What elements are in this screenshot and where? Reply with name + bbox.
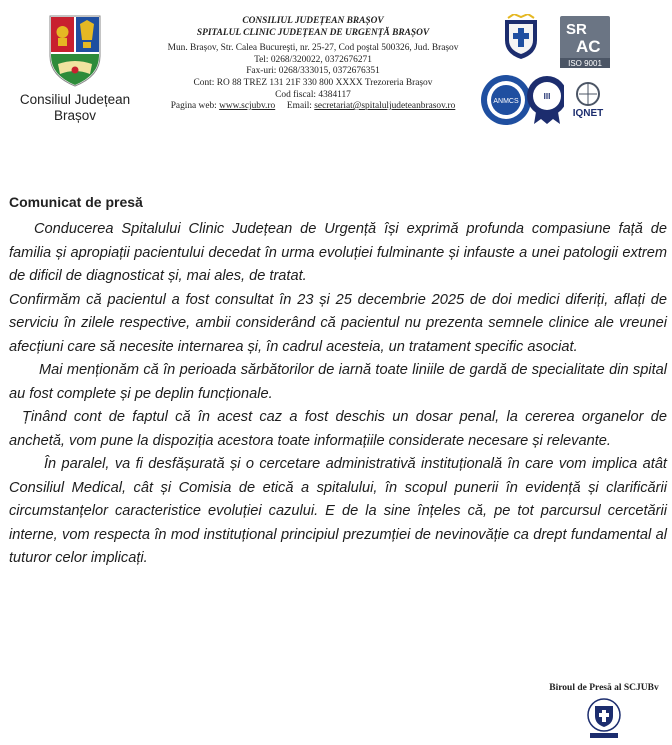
paragraph-1: Conducerea Spitalului Clinic Județean de Urgență își exprimă profunda compasiune față de familia și apropiații pacientului decedat în urma evoluției fulminante și infauste a unei patologii extrem de dificil de diagnosticat și, mai ales, de tratat. — [9, 221, 667, 284]
iso-text: ISO 9001 — [568, 59, 602, 68]
signature-block — [540, 683, 668, 741]
contact-info — [140, 16, 486, 113]
hospital-heading: SPITALUL CLINIC JUDEȚEAN DE URGENȚĂ BRAȘOV — [196, 27, 430, 38]
document-title: Comunicat de presă — [9, 194, 143, 210]
council-name-line2: Brașov — [53, 108, 97, 123]
email-label: Email: — [286, 101, 312, 112]
hospital-stamp-icon — [584, 697, 624, 741]
anmcs-logo — [480, 74, 532, 126]
address-line: Mun. Brașov, Str. Calea Bucureşti, nr. 25-27, Cod poştal 500326, Jud. Brașov — [167, 43, 459, 54]
email-link[interactable]: secretariat@spitaluljudeteanbrasov.ro — [314, 101, 456, 112]
srac-ac-text: AC — [576, 37, 601, 56]
fax-line: Fax-uri: 0268/333015, 0372676351 — [246, 66, 380, 77]
letterhead — [0, 0, 672, 160]
document-body — [9, 218, 667, 571]
iqnet-text: IQNET — [572, 108, 604, 119]
svg-text:III: III — [543, 92, 551, 101]
web-email-line — [140, 101, 486, 113]
srac-sr-text: SR — [566, 21, 587, 38]
phone-line: Tel: 0268/320022, 0372676271 — [254, 54, 372, 65]
paragraph-2: Confirmăm că pacientul a fost consultat în 23 și 25 decembrie 2025 de doi medici diferiți, aflați de serviciu în zilele respective, ambii considerând că pacientul nu prezenta semnele clinice ale vreunei afecțiuni care să necesite internarea și, în cadrul acesteia, un tratament specific asociat. — [9, 291, 667, 355]
paragraph-3: Mai menționăm că în perioada sărbătorilor de iarnă toate liniile de gardă de specialitate din spital au fost complete și pe deplin funcționale. — [9, 362, 667, 402]
fiscal-code-line: Cod fiscal: 4384117 — [275, 89, 351, 100]
web-label: Pagina web: — [170, 101, 217, 112]
council-heading: CONSILIUL JUDEȚEAN BRAȘOV — [242, 16, 384, 26]
accreditation-logos — [480, 12, 620, 132]
paragraph-5: În paralel, va fi desfășurată și o cercetare administrativă instituțională în care vom implica atât Consiliul Medical, cât și Comisia de etică a spitalului, în scopul punerii în evidență și clarificării circumstanțelor caracteristice evoluției cazului. E de la sine înțeles că, pe tot parcursul cercetării interne, vom respecta în mod instituțional principiul prezumției de nevinovăție ca drept fundamental al tuturor celor implicați. — [9, 456, 667, 566]
bank-account-line: Cont: RO 88 TREZ 131 21F 330 800 XXXX Trezoreria Brașov — [193, 77, 433, 88]
accreditation-seal-icon — [526, 74, 568, 124]
coat-of-arms-icon — [46, 14, 104, 88]
iqnet-logo — [564, 80, 612, 126]
website-link[interactable]: www.scjubv.ro — [219, 101, 276, 112]
press-office-signature: Biroul de Presă al SCJUBv — [549, 683, 659, 693]
council-logo — [10, 14, 140, 124]
hospital-crest-icon — [502, 14, 540, 60]
paragraph-4: Ținând cont de faptul că în acest caz a fost deschis un dosar penal, la cererea organelor de anchetă, vom pune la dispoziția acestora toate informațiile considerate necesare și relevante. — [9, 409, 667, 449]
srac-iso-logo — [560, 16, 610, 68]
anmcs-text: ANMCS — [493, 98, 519, 105]
council-name-line1: Consiliul Județean — [19, 92, 131, 107]
